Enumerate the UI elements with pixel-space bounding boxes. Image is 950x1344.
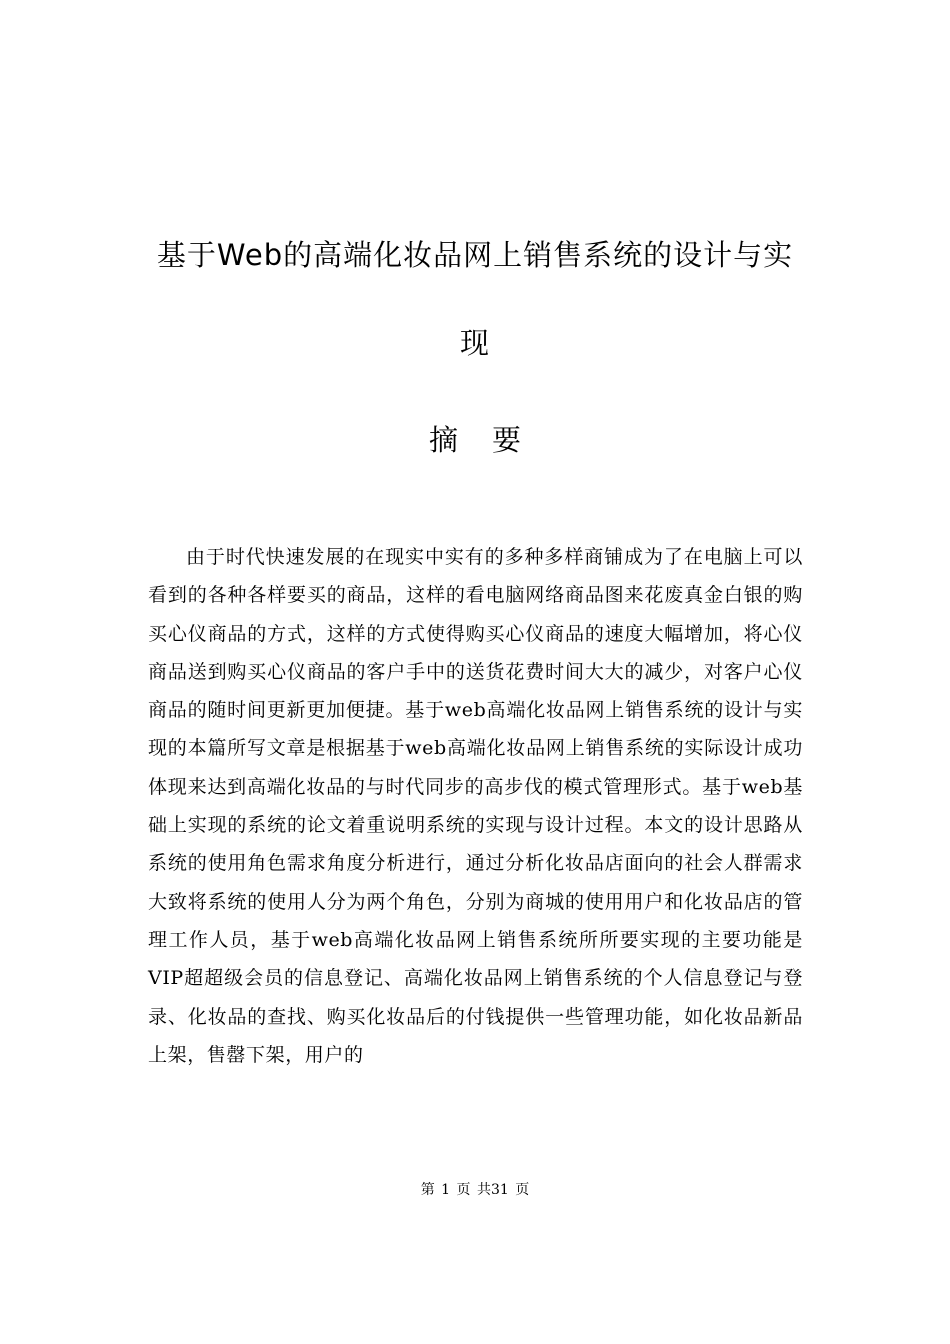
document-title-line-2: 现 <box>459 326 490 360</box>
abstract-body: 由于时代快速发展的在现实中实有的多种多样商铺成为了在电脑上可以看到的各种各样要买的商品，这样的看电脑网络商品图来花废真金白银的购买心仪商品的方式，这样的方式使得购买心仪商品的速度大幅增加，将心仪商品送到购买心仪商品的客户手中的送货花费时间大大的减少，对客户心仪商品的随时间更新更加便捷。基于web高端化妆品网上销售系统的设计与实现的本篇所写文章是根据基于web高端化妆品网上销售系统的实际设计成功体现来达到高端化妆品的与时代同步的高步伐的模式管理形式。基于web基础上实现的系统的论文着重说明系统的实现与设计过程。本文的设计思路从系统的使用角色需求角度分析进行，通过分析化妆品店面向的社会人群需求大致将系统的使用人分为两个角色，分别为商城的使用用户和化妆品店的管理工作人员，基于web高端化妆品网上销售系统所所要实现的主要功能是VIP超超级会员的信息登记、高端化妆品网上销售系统的个人信息登记与登录、化妆品的查找、购买化妆品后的付钱提供一些管理功能，如化妆品新品上架，售罄下架，用户的 <box>148 546 803 1066</box>
page-footer: 第 1 页 共31 页 <box>420 1182 530 1198</box>
document-title-line-1: 基于Web的高端化妆品网上销售系统的设计与实 <box>156 238 794 272</box>
abstract-heading: 摘要 <box>428 423 555 457</box>
